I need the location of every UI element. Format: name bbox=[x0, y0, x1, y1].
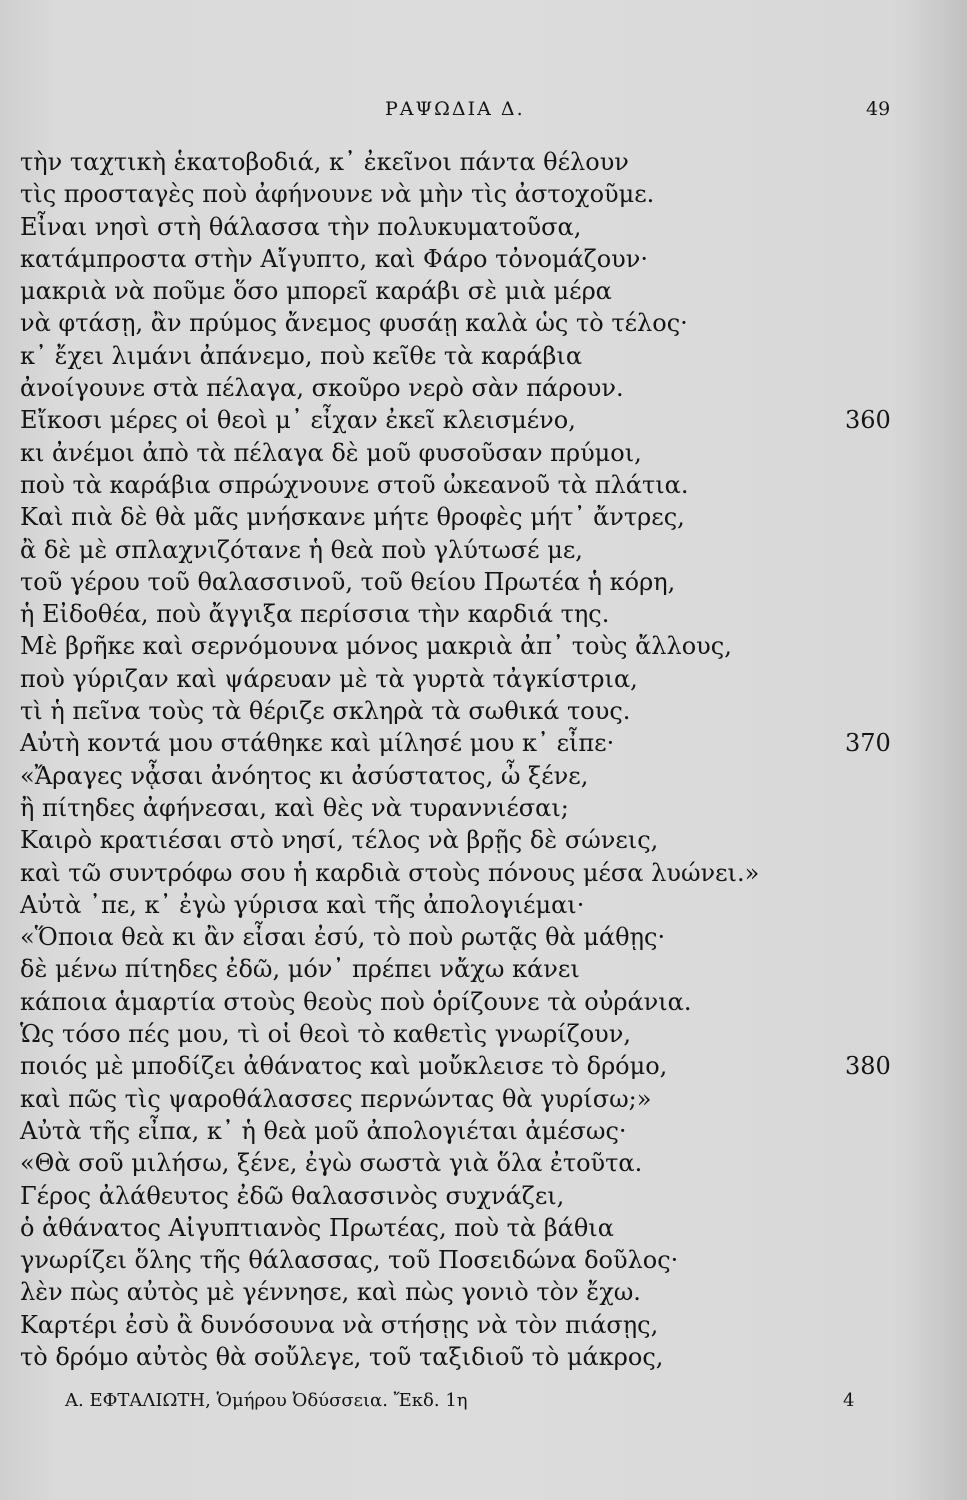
verse-text: γνωρίζει ὅλης τῆς θάλασσας, τοῦ Ποσειδώνα δοῦλος· bbox=[20, 1246, 679, 1275]
verse-text: τὴν ταχτικὴ ἑκατοβοδιά, κ᾽ ἐκεῖνοι πάντα θέλουν bbox=[20, 148, 629, 176]
verse-text: καὶ τῶ συντρόφω σου ἡ καρδιὰ στοὺς πόνους μέσα λυώνει.» bbox=[20, 858, 760, 887]
verse-line bbox=[20, 986, 900, 1018]
verse-text: τὶ ἡ πεῖνα τοὺς τὰ θέριζε σκληρὰ τὰ σωθικά τους. bbox=[20, 697, 631, 726]
verse-line bbox=[20, 695, 900, 727]
verse-text: Αὐτὰ ᾽πε, κ᾽ ἐγὼ γύρισα καὶ τῆς ἀπολογιέμαι· bbox=[20, 890, 585, 919]
verse-line bbox=[20, 146, 900, 178]
verse-text: Ὡς τόσο πές μου, τὶ οἱ θεοὶ τὸ καθετὶς γνωρίζουν, bbox=[20, 1020, 631, 1049]
verse-line bbox=[20, 630, 900, 662]
line-number: 360 bbox=[845, 406, 891, 435]
verse-text: ποὺ τὰ καράβια σπρώχνουνε στοῦ ὠκεανοῦ τὰ πλάτια. bbox=[20, 470, 689, 499]
verse-line bbox=[20, 1180, 900, 1212]
footer-credit: Α. ΕΦΤΑΛΙΩΤΗ, Ὁμήρου Ὀδύσσεια. Ἔκδ. 1η bbox=[65, 1390, 468, 1411]
verse-text: «Θὰ σοῦ μιλήσω, ξένε, ἐγὼ σωστὰ γιὰ ὅλα ἐτοῦτα. bbox=[20, 1149, 643, 1178]
verse-text: κατάμπροστα στὴν Αἴγυπτο, καὶ Φάρο τὀνομάζουν· bbox=[20, 244, 648, 273]
verse-line bbox=[20, 792, 900, 824]
verse-line bbox=[20, 1083, 900, 1115]
verse-line bbox=[20, 889, 900, 921]
verse-line bbox=[20, 275, 900, 307]
verse-text: Καιρὸ κρατιέσαι στὸ νησί, τέλος νὰ βρῇς δὲ σώνεις, bbox=[20, 826, 659, 855]
verse-line bbox=[20, 534, 900, 566]
page-number: 49 bbox=[866, 98, 891, 120]
page-edge-shadow bbox=[907, 0, 967, 1500]
verse-line bbox=[20, 1050, 900, 1082]
verse-line bbox=[20, 469, 900, 501]
verse-text: τὸ δρόμο αὐτὸς θὰ σοὔλεγε, τοῦ ταξιδιοῦ τὸ μάκρος, bbox=[20, 1342, 664, 1371]
verse-text: «Ὅποια θεὰ κι ἂν εἶσαι ἐσύ, τὸ ποὺ ρωτᾷς θὰ μάθῃς· bbox=[20, 923, 666, 952]
verse-line bbox=[20, 1276, 900, 1308]
verse-line bbox=[20, 566, 900, 598]
verse-line bbox=[20, 1244, 900, 1276]
verse-text: Εἶναι νησὶ στὴ θάλασσα τὴν πολυκυματοῦσα, bbox=[20, 212, 582, 241]
verse-text: ὁ ἀθάνατος Αἰγυπτιανὸς Πρωτέας, ποὺ τὰ βάθια bbox=[20, 1213, 614, 1242]
verse-line bbox=[20, 953, 900, 985]
verse-text: ἢ πίτηδες ἀφήνεσαι, καὶ θὲς νὰ τυραννιέσαι; bbox=[20, 793, 569, 822]
verse-text: Μὲ βρῆκε καὶ σερνόμουνα μόνος μακριὰ ἀπ᾽ τοὺς ἄλλους, bbox=[20, 632, 732, 661]
verse-text: μακριὰ νὰ ποῦμε ὅσο μπορεῖ καράβι σὲ μιὰ μέρα bbox=[20, 277, 612, 306]
verse-line bbox=[20, 1341, 900, 1373]
signature-mark: 4 bbox=[843, 1390, 855, 1411]
verse-line bbox=[20, 824, 900, 856]
verse-text: Αὐτὰ τῆς εἶπα, κ᾽ ἡ θεὰ μοῦ ἀπολογιέται ἀμέσως· bbox=[20, 1116, 627, 1145]
running-header bbox=[0, 98, 967, 128]
verse-text: τὶς προσταγὲς ποὺ ἀφήνουνε νὰ μὴν τὶς ἀστοχοῦμε. bbox=[20, 180, 655, 209]
verse-line bbox=[20, 727, 900, 759]
verse-text: Καὶ πιὰ δὲ θὰ μᾶς μνήσκανε μήτε θροφὲς μήτ᾽ ἄντρες, bbox=[20, 503, 685, 532]
verse-line bbox=[20, 598, 900, 630]
verse-text: κι ἀνέμοι ἀπὸ τὰ πέλαγα δὲ μοῦ φυσοῦσαν πρύμοι, bbox=[20, 438, 642, 467]
verse-line bbox=[20, 1309, 900, 1341]
verse-line bbox=[20, 307, 900, 339]
verse-line bbox=[20, 1115, 900, 1147]
verse-line bbox=[20, 437, 900, 469]
page-footer bbox=[0, 1390, 967, 1420]
verse-line bbox=[20, 760, 900, 792]
verse-text: λὲν πὼς αὐτὸς μὲ γέννησε, καὶ πὼς γονιὸ τὸν ἔχω. bbox=[20, 1278, 641, 1307]
verse-text: Καρτέρι ἐσὺ ἂ δυνόσουνα νὰ στήσῃς νὰ τὸν πιάσῃς, bbox=[20, 1310, 659, 1339]
verse-text: Αὐτὴ κοντά μου στάθηκε καὶ μίλησέ μου κ᾽ εἶπε· bbox=[20, 729, 615, 758]
verse-line bbox=[20, 1147, 900, 1179]
verse-text: νὰ φτάσῃ, ἂν πρύμος ἄνεμος φυσάῃ καλὰ ὡς τὸ τέλος· bbox=[20, 309, 688, 338]
verse-line bbox=[20, 501, 900, 533]
verse-line bbox=[20, 1018, 900, 1050]
verse-text: «Ἄραγες νᾆσαι ἀνόητος κι ἀσύστατος, ὦ ξένε, bbox=[20, 761, 589, 790]
verse-line bbox=[20, 340, 900, 372]
line-number: 370 bbox=[845, 729, 891, 758]
verse-text: Γέρος ἀλάθευτος ἐδῶ θαλασσινὸς συχνάζει, bbox=[20, 1181, 565, 1210]
verse-line bbox=[20, 211, 900, 243]
verse-line bbox=[20, 663, 900, 695]
poem-text bbox=[20, 146, 900, 1373]
verse-line bbox=[20, 372, 900, 404]
verse-text: δὲ μένω πίτηδες ἐδῶ, μόν᾽ πρέπει νἄχω κάνει bbox=[20, 955, 580, 984]
verse-line bbox=[20, 243, 900, 275]
verse-text: καὶ πῶς τὶς ψαροθάλασσες περνώντας θὰ γυρίσω;» bbox=[20, 1084, 652, 1113]
verse-text: κάποια ἁμαρτία στοὺς θεοὺς ποὺ ὁρίζουνε τὰ οὐράνια. bbox=[20, 987, 692, 1016]
verse-line bbox=[20, 1212, 900, 1244]
verse-text: κ᾽ ἔχει λιμάνι ἀπάνεμο, ποὺ κεῖθε τὰ καράβια bbox=[20, 341, 583, 370]
verse-text: ἂ δὲ μὲ σπλαχνιζότανε ἡ θεὰ ποὺ γλύτωσέ με, bbox=[20, 535, 583, 564]
verse-text: Εἴκοσι μέρες οἱ θεοὶ μ᾽ εἶχαν ἐκεῖ κλεισμένο, bbox=[20, 406, 576, 435]
verse-text: ποιός μὲ μποδίζει ἀθάνατος καὶ μοὔκλεισε τὸ δρόμο, bbox=[20, 1052, 668, 1081]
verse-text: τοῦ γέρου τοῦ θαλασσινοῦ, τοῦ θείου Πρωτέα ἡ κόρη, bbox=[20, 567, 676, 596]
verse-text: ποὺ γύριζαν καὶ ψάρευαν μὲ τὰ γυρτὰ τἀγκίστρια, bbox=[20, 664, 638, 693]
verse-text: ἀνοίγουνε στὰ πέλαγα, σκοῦρο νερὸ σὰν πάρουν. bbox=[20, 374, 624, 403]
line-number: 380 bbox=[845, 1052, 891, 1081]
verse-line bbox=[20, 857, 900, 889]
verse-line bbox=[20, 404, 900, 436]
verse-text: ἡ Εἰδοθέα, ποὺ ἄγγιξα περίσσια τὴν καρδιά της. bbox=[20, 600, 610, 629]
running-title: ΡΑΨΩΔΙΑ Δ. bbox=[385, 98, 525, 120]
verse-line bbox=[20, 921, 900, 953]
verse-line bbox=[20, 178, 900, 210]
